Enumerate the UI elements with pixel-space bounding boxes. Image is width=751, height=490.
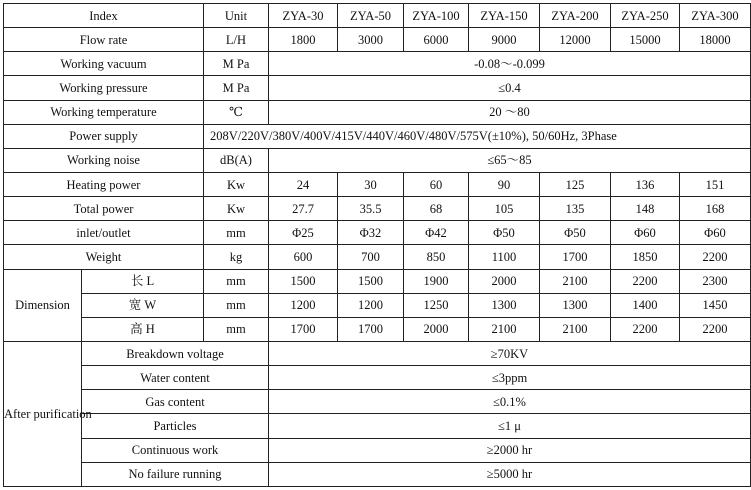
cell-value: Φ50 <box>469 221 540 245</box>
cell-value: 135 <box>540 197 611 221</box>
cell-value: 1700 <box>540 245 611 269</box>
row-gas-content <box>4 390 751 414</box>
cell-value: 1200 <box>338 293 404 317</box>
row-total-power <box>4 197 751 221</box>
cell-value-span: -0.08～-0.099 <box>269 52 751 76</box>
row-unit: mm <box>204 293 269 317</box>
cell-value: 35.5 <box>338 197 404 221</box>
cell-value: 2300 <box>680 269 751 293</box>
header-model: ZYA-200 <box>540 4 611 28</box>
header-model: ZYA-250 <box>611 4 680 28</box>
row-no-failure-running <box>4 462 751 486</box>
cell-value-span: ≤3ppm <box>269 366 751 390</box>
cell-value-span: 208V/220V/380V/400V/415V/440V/460V/480V/575V(±10%), 50/60Hz, 3Phase <box>204 124 751 148</box>
row-label: Power supply <box>4 124 204 148</box>
row-label: Weight <box>4 245 204 269</box>
cell-value: 600 <box>269 245 338 269</box>
header-model: ZYA-300 <box>680 4 751 28</box>
row-weight <box>4 245 751 269</box>
cell-value: 1700 <box>338 317 404 341</box>
cell-value: 105 <box>469 197 540 221</box>
after-purification-label: After purification <box>4 341 82 486</box>
cell-value: 1500 <box>338 269 404 293</box>
cell-value: 3000 <box>338 28 404 52</box>
cell-value: 1300 <box>540 293 611 317</box>
cell-value: 24 <box>269 172 338 196</box>
row-inlet-outlet <box>4 221 751 245</box>
row-label: Water content <box>82 366 269 390</box>
cell-value: 90 <box>469 172 540 196</box>
cell-value: 27.7 <box>269 197 338 221</box>
header-unit: Unit <box>204 4 269 28</box>
header-row <box>4 4 751 28</box>
cell-value-span: ≤0.1% <box>269 390 751 414</box>
cell-value: 2200 <box>611 269 680 293</box>
cell-value: 850 <box>404 245 469 269</box>
cell-value: 2200 <box>611 317 680 341</box>
row-unit: M Pa <box>204 52 269 76</box>
row-working-vacuum <box>4 52 751 76</box>
cell-value: 2200 <box>680 317 751 341</box>
row-working-noise <box>4 148 751 172</box>
cell-value: 700 <box>338 245 404 269</box>
cell-value: 1900 <box>404 269 469 293</box>
row-working-pressure <box>4 76 751 100</box>
row-label: inlet/outlet <box>4 221 204 245</box>
cell-value: 18000 <box>680 28 751 52</box>
cell-value: Φ25 <box>269 221 338 245</box>
row-unit: kg <box>204 245 269 269</box>
cell-value: 15000 <box>611 28 680 52</box>
row-unit: ℃ <box>204 100 269 124</box>
cell-value: 1700 <box>269 317 338 341</box>
header-model: ZYA-50 <box>338 4 404 28</box>
dimension-sub-label: 高 H <box>82 317 204 341</box>
row-unit: mm <box>204 269 269 293</box>
cell-value: 9000 <box>469 28 540 52</box>
cell-value: 60 <box>404 172 469 196</box>
cell-value: 151 <box>680 172 751 196</box>
row-label: Heating power <box>4 172 204 196</box>
row-dimension-length <box>4 269 751 293</box>
cell-value-span: ≤0.4 <box>269 76 751 100</box>
cell-value: Φ60 <box>611 221 680 245</box>
row-flow-rate <box>4 28 751 52</box>
cell-value-span: ≤65～85 <box>269 148 751 172</box>
row-unit: Kw <box>204 172 269 196</box>
cell-value: 2100 <box>540 269 611 293</box>
cell-value: Φ50 <box>540 221 611 245</box>
cell-value: 148 <box>611 197 680 221</box>
cell-value: 1400 <box>611 293 680 317</box>
cell-value: Φ32 <box>338 221 404 245</box>
cell-value: 136 <box>611 172 680 196</box>
cell-value-span: 20 ～80 <box>269 100 751 124</box>
header-model: ZYA-100 <box>404 4 469 28</box>
row-dimension-width <box>4 293 751 317</box>
cell-value: 1500 <box>269 269 338 293</box>
row-working-temperature <box>4 100 751 124</box>
row-label: Working vacuum <box>4 52 204 76</box>
row-power-supply <box>4 124 751 148</box>
row-label: Flow rate <box>4 28 204 52</box>
row-unit: dB(A) <box>204 148 269 172</box>
cell-value: 1850 <box>611 245 680 269</box>
cell-value: 1300 <box>469 293 540 317</box>
row-unit: mm <box>204 317 269 341</box>
row-label: Particles <box>82 414 269 438</box>
cell-value: Φ42 <box>404 221 469 245</box>
row-unit: Kw <box>204 197 269 221</box>
row-label: Working temperature <box>4 100 204 124</box>
row-label: Continuous work <box>82 438 269 462</box>
cell-value: 1250 <box>404 293 469 317</box>
row-unit: mm <box>204 221 269 245</box>
dimension-label: Dimension <box>4 269 82 341</box>
row-particles <box>4 414 751 438</box>
row-unit: L/H <box>204 28 269 52</box>
cell-value: 30 <box>338 172 404 196</box>
cell-value: 125 <box>540 172 611 196</box>
cell-value: 6000 <box>404 28 469 52</box>
header-index: Index <box>4 4 204 28</box>
row-water-content <box>4 366 751 390</box>
cell-value: 1450 <box>680 293 751 317</box>
cell-value: 2100 <box>540 317 611 341</box>
cell-value: 12000 <box>540 28 611 52</box>
row-label: Breakdown voltage <box>82 341 269 365</box>
dimension-sub-label: 宽 W <box>82 293 204 317</box>
cell-value-span: ≤1 μ <box>269 414 751 438</box>
row-label: Gas content <box>82 390 269 414</box>
row-continuous-work <box>4 438 751 462</box>
cell-value-span: ≥5000 hr <box>269 462 751 486</box>
cell-value-span: ≥70KV <box>269 341 751 365</box>
cell-value: 68 <box>404 197 469 221</box>
row-unit: M Pa <box>204 76 269 100</box>
cell-value: 1800 <box>269 28 338 52</box>
cell-value-span: ≥2000 hr <box>269 438 751 462</box>
cell-value: 1200 <box>269 293 338 317</box>
cell-value: 2100 <box>469 317 540 341</box>
cell-value: 2000 <box>469 269 540 293</box>
row-label: Working pressure <box>4 76 204 100</box>
dimension-sub-label: 长 L <box>82 269 204 293</box>
cell-value: Φ60 <box>680 221 751 245</box>
cell-value: 168 <box>680 197 751 221</box>
cell-value: 1100 <box>469 245 540 269</box>
row-heating-power <box>4 172 751 196</box>
header-model: ZYA-150 <box>469 4 540 28</box>
cell-value: 2200 <box>680 245 751 269</box>
row-label: Working noise <box>4 148 204 172</box>
row-label: Total power <box>4 197 204 221</box>
row-dimension-height <box>4 317 751 341</box>
spec-table <box>3 3 751 487</box>
row-label: No failure running <box>82 462 269 486</box>
header-model: ZYA-30 <box>269 4 338 28</box>
cell-value: 2000 <box>404 317 469 341</box>
row-breakdown-voltage <box>4 341 751 365</box>
